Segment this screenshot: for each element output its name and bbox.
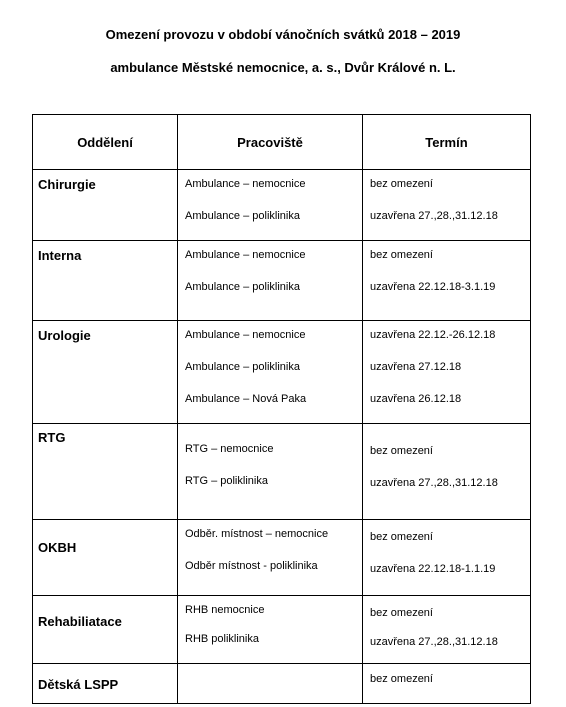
department-cell bbox=[33, 596, 178, 664]
department-cell bbox=[33, 170, 178, 241]
term-item: uzavřena 22.12.18-1.1.19 bbox=[370, 563, 496, 575]
term-item: uzavřena 27.12.18 bbox=[370, 361, 462, 373]
table-row bbox=[33, 664, 531, 704]
workplace-cell bbox=[178, 170, 363, 241]
department-name: Rehabiliatace bbox=[38, 614, 122, 629]
workplace-item: Ambulance – poliklinika bbox=[185, 281, 300, 293]
term-cell bbox=[363, 424, 531, 520]
term-cell bbox=[363, 596, 531, 664]
table-row bbox=[33, 596, 531, 664]
term-item: uzavřena 27.,28.,31.12.18 bbox=[370, 636, 498, 648]
term-item: uzavřena 22.12.-26.12.18 bbox=[370, 329, 496, 341]
workplace-cell bbox=[178, 321, 363, 424]
document-subtitle: ambulance Městské nemocnice, a. s., Dvůr Králové n. L. bbox=[110, 60, 456, 75]
workplace-item: RTG – nemocnice bbox=[185, 443, 274, 455]
department-name: Interna bbox=[38, 248, 82, 263]
table-row bbox=[33, 424, 531, 520]
header-workplace: Pracoviště bbox=[178, 115, 363, 170]
table-row bbox=[33, 321, 531, 424]
term-item: bez omezení bbox=[370, 178, 433, 190]
schedule-table bbox=[32, 114, 531, 704]
table-row bbox=[33, 241, 531, 321]
department-cell bbox=[33, 321, 178, 424]
department-name: RTG bbox=[38, 430, 66, 445]
table-row bbox=[33, 520, 531, 596]
workplace-item: Odběr. místnost – nemocnice bbox=[185, 528, 329, 540]
term-item: bez omezení bbox=[370, 249, 433, 261]
table-row bbox=[33, 170, 531, 241]
term-item: uzavřena 27.,28.,31.12.18 bbox=[370, 477, 498, 489]
term-cell bbox=[363, 664, 531, 704]
term-item: uzavřena 26.12.18 bbox=[370, 393, 462, 405]
term-item: bez omezení bbox=[370, 445, 433, 457]
workplace-cell bbox=[178, 424, 363, 520]
workplace-item: Odběr místnost - poliklinika bbox=[185, 560, 318, 572]
term-item: uzavřena 22.12.18-3.1.19 bbox=[370, 281, 496, 293]
term-cell bbox=[363, 321, 531, 424]
term-cell bbox=[363, 241, 531, 321]
workplace-item: Ambulance – nemocnice bbox=[185, 329, 306, 341]
department-name: Chirurgie bbox=[38, 177, 96, 192]
term-cell bbox=[363, 170, 531, 241]
workplace-item: Ambulance – poliklinika bbox=[185, 361, 300, 373]
workplace-item: Ambulance – poliklinika bbox=[185, 210, 300, 222]
workplace-item: Ambulance – Nová Paka bbox=[185, 393, 307, 405]
workplace-item: Ambulance – nemocnice bbox=[185, 178, 306, 190]
department-cell bbox=[33, 241, 178, 321]
department-cell bbox=[33, 424, 178, 520]
department-cell bbox=[33, 520, 178, 596]
term-cell bbox=[363, 520, 531, 596]
header-department: Oddělení bbox=[33, 115, 178, 170]
term-item: bez omezení bbox=[370, 673, 433, 685]
workplace-item: RHB poliklinika bbox=[185, 633, 259, 645]
workplace-cell bbox=[178, 241, 363, 321]
term-item: bez omezení bbox=[370, 531, 433, 543]
department-cell bbox=[33, 664, 178, 704]
document-title: Omezení provozu v období vánočních svátků 2018 – 2019 bbox=[105, 27, 461, 42]
department-name: Dětská LSPP bbox=[38, 677, 119, 692]
header-row bbox=[33, 115, 531, 170]
term-item: uzavřena 27.,28.,31.12.18 bbox=[370, 210, 498, 222]
workplace-cell bbox=[178, 520, 363, 596]
workplace-item: Ambulance – nemocnice bbox=[185, 249, 306, 261]
header-term: Termín bbox=[363, 115, 531, 170]
workplace-cell bbox=[178, 596, 363, 664]
term-item: bez omezení bbox=[370, 607, 433, 619]
workplace-item: RTG – poliklinika bbox=[185, 475, 268, 487]
workplace-item: RHB nemocnice bbox=[185, 604, 265, 616]
department-name: OKBH bbox=[38, 540, 77, 555]
workplace-cell bbox=[178, 664, 363, 704]
department-name: Urologie bbox=[38, 328, 91, 343]
